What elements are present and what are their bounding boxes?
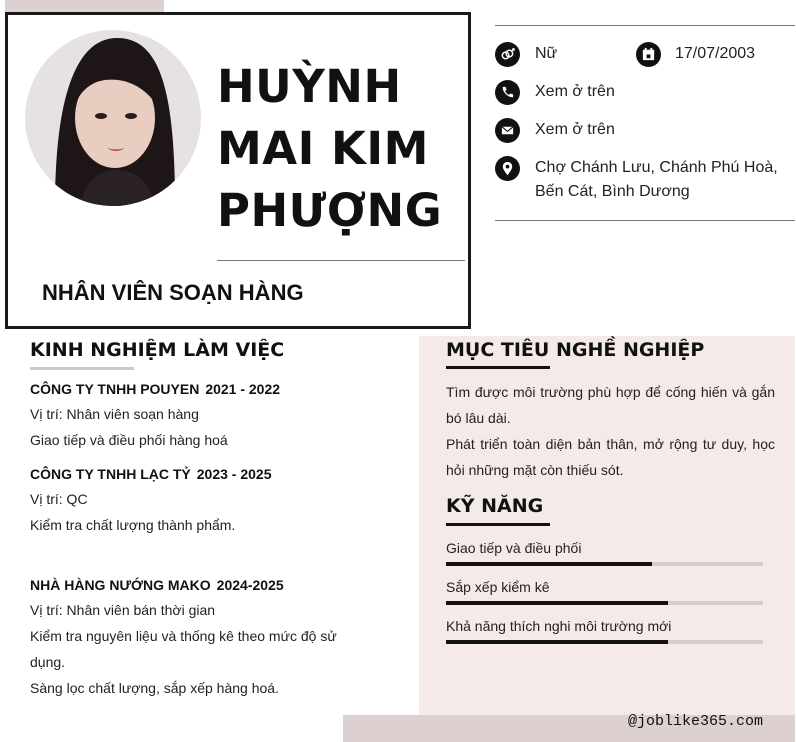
- address-line: Bến Cát, Bình Dương: [535, 183, 690, 200]
- name-line: MAI KIM: [217, 122, 429, 175]
- objective-text: [446, 379, 775, 483]
- address-value: [535, 156, 778, 204]
- job-detail: Vị trí: Nhân viên bán thời gian: [30, 602, 216, 618]
- objective-underline: [446, 366, 550, 369]
- job-detail: Giao tiếp và điều phối hàng hoá: [30, 432, 228, 448]
- envelope-icon: [495, 118, 520, 143]
- name-divider: [217, 260, 465, 261]
- objective-title: MỤC TIÊU NGHỀ NGHIỆP: [446, 339, 705, 361]
- skill-label: Giao tiếp và điều phối: [446, 540, 582, 556]
- job-detail: Vị trí: QC: [30, 491, 88, 507]
- job-entry-header: [30, 577, 284, 593]
- birthdate-value: 17/07/2003: [675, 45, 756, 62]
- gender-icon: [495, 42, 520, 67]
- email-value: Xem ở trên: [535, 121, 615, 138]
- skill-bar-fill: [446, 562, 652, 566]
- company-name: NHÀ HÀNG NƯỚNG MAKO: [30, 577, 211, 593]
- avatar: [25, 30, 201, 206]
- skill-bar-fill: [446, 601, 668, 605]
- job-entry-header: [30, 381, 280, 397]
- skill-bar-track: [446, 640, 763, 644]
- job-years: 2021 - 2022: [205, 381, 281, 397]
- job-detail: dụng.: [30, 654, 66, 670]
- skill-bar-track: [446, 562, 763, 566]
- avatar-photo: [25, 30, 201, 206]
- objective-paragraph: Phát triển toàn diện bản thân, mở rộng tư duy, học hỏi những mặt còn thiếu sót.: [446, 436, 775, 478]
- phone-icon: [495, 80, 520, 105]
- calendar-icon: [636, 42, 661, 67]
- footer-handle: @joblike365.com: [628, 713, 764, 730]
- job-years: 2024-2025: [216, 577, 284, 593]
- objective-paragraph: Tìm được môi trường phù hợp để cống hiến và gắn bó lâu dài.: [446, 384, 775, 426]
- location-pin-icon: [495, 156, 520, 181]
- job-years: 2023 - 2025: [196, 466, 272, 482]
- full-name: [217, 56, 457, 242]
- gender-value: Nữ: [535, 45, 558, 62]
- job-detail: Sàng lọc chất lượng, sắp xếp hàng hoá.: [30, 680, 279, 696]
- skill-label: Khả năng thích nghi môi trường mới: [446, 618, 672, 634]
- address-line: Chợ Chánh Lưu, Chánh Phú Hoà,: [535, 159, 778, 176]
- skills-underline: [446, 523, 550, 526]
- skill-bar-track: [446, 601, 763, 605]
- job-entry-header: [30, 466, 271, 482]
- job-detail: Kiểm tra chất lượng thành phẩm.: [30, 517, 236, 533]
- name-line: PHƯỢNG: [217, 184, 443, 237]
- contact-top-rule: [495, 25, 795, 26]
- skill-bar-fill: [446, 640, 668, 644]
- skill-label: Sắp xếp kiểm kê: [446, 579, 550, 595]
- experience-title: KINH NGHIỆM LÀM VIỆC: [30, 339, 285, 361]
- job-detail: Vị trí: Nhân viên soạn hàng: [30, 406, 199, 422]
- skills-title: KỸ NĂNG: [446, 495, 544, 517]
- contact-bottom-rule: [495, 220, 795, 221]
- company-name: CÔNG TY TNHH LẠC TỶ: [30, 466, 191, 482]
- experience-underline: [30, 367, 134, 370]
- phone-value: Xem ở trên: [535, 83, 615, 100]
- job-detail: Kiểm tra nguyên liệu và thống kê theo mức độ sử: [30, 628, 337, 644]
- name-line: HUỲNH: [217, 60, 402, 113]
- job-title: NHÂN VIÊN SOẠN HÀNG: [42, 280, 304, 305]
- company-name: CÔNG TY TNHH POUYEN: [30, 381, 200, 397]
